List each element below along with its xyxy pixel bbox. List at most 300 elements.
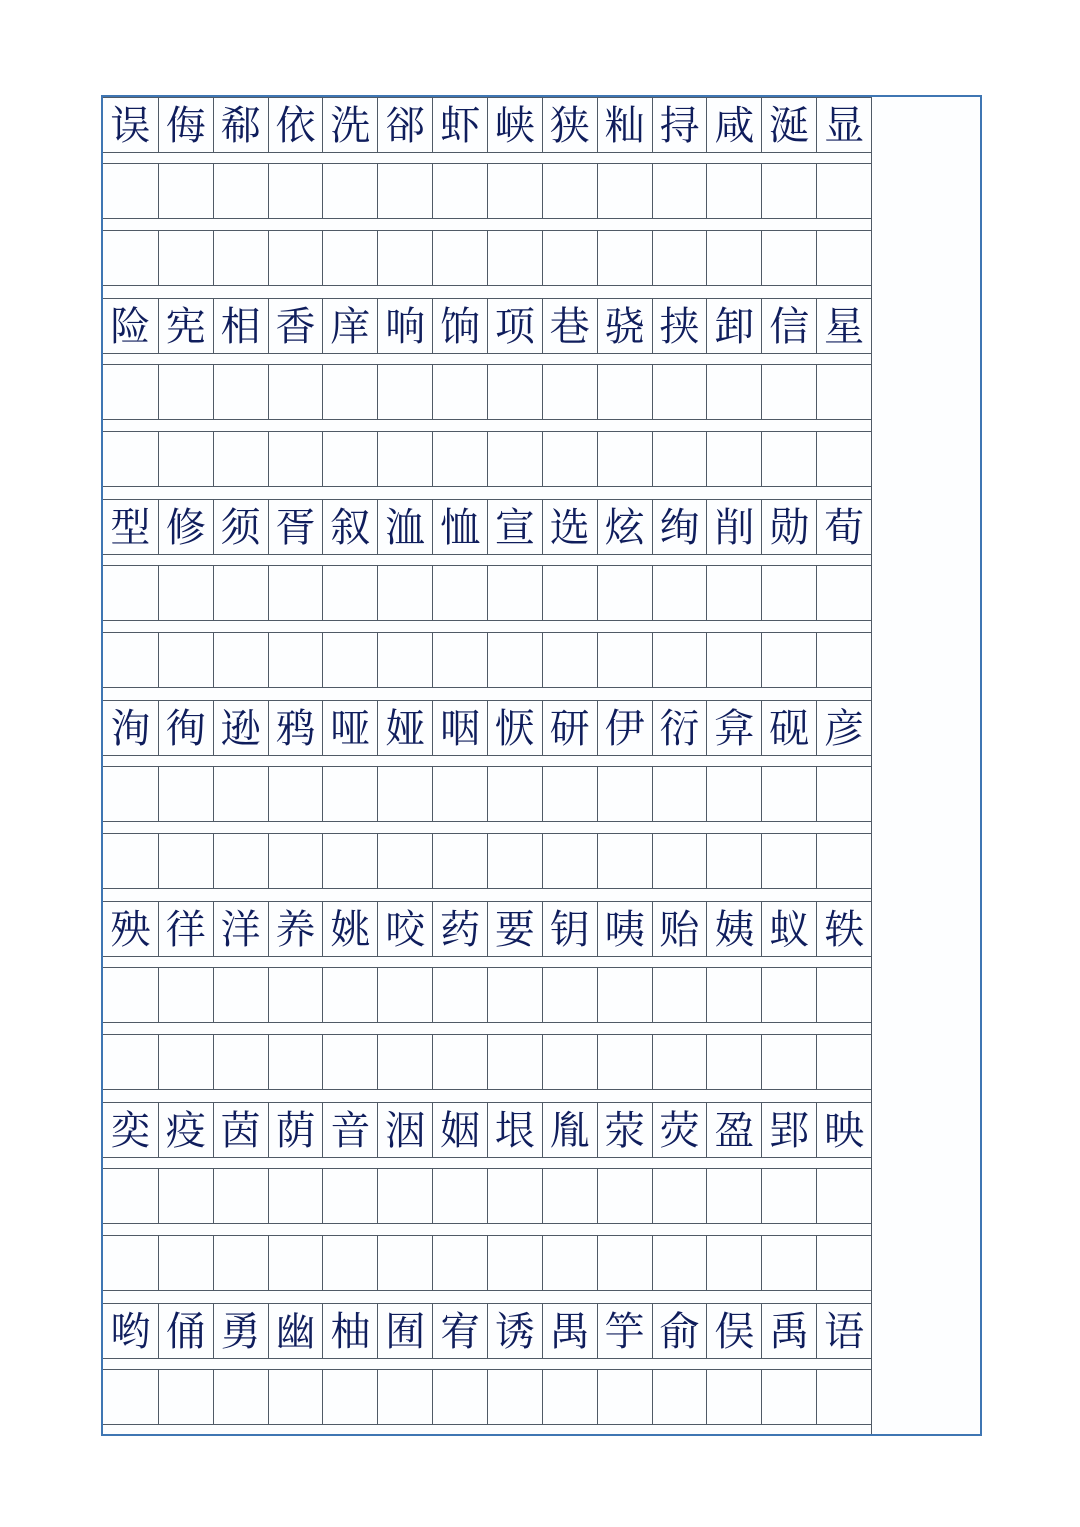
character-cell: 幽 [268, 1304, 323, 1358]
character-cell: 伊 [597, 701, 652, 755]
character-cell: 轶 [816, 902, 871, 956]
practice-cell[interactable] [322, 1236, 377, 1290]
practice-cell[interactable] [487, 164, 542, 218]
practice-cell[interactable] [761, 1370, 816, 1424]
practice-row [103, 364, 871, 420]
practice-cell[interactable] [761, 633, 816, 687]
character-cell: 叙 [322, 500, 377, 554]
practice-cell[interactable] [761, 231, 816, 285]
practice-cell[interactable] [377, 968, 432, 1022]
character-cell: 恤 [432, 500, 487, 554]
character-cell: 徇 [158, 701, 213, 755]
practice-cell[interactable] [816, 566, 871, 620]
practice-cell[interactable] [268, 968, 323, 1022]
character-cell: 垠 [487, 1103, 542, 1157]
practice-cell[interactable] [158, 1370, 213, 1424]
practice-cell[interactable] [542, 1035, 597, 1089]
practice-cell[interactable] [268, 1035, 323, 1089]
character-cell: 映 [816, 1103, 871, 1157]
character-cell: 俑 [158, 1304, 213, 1358]
character-cell: 选 [542, 500, 597, 554]
character-cell: 狭 [542, 98, 597, 152]
practice-cell[interactable] [706, 365, 761, 419]
practice-cell[interactable] [103, 566, 158, 620]
practice-cell[interactable] [487, 432, 542, 486]
practice-cell[interactable] [597, 1236, 652, 1290]
character-cell: 咽 [432, 701, 487, 755]
character-cell: 姨 [706, 902, 761, 956]
practice-cell[interactable] [377, 1236, 432, 1290]
practice-cell[interactable] [706, 164, 761, 218]
character-cell: 哟 [110, 1309, 151, 1355]
character-cell: 钥 [542, 902, 597, 956]
practice-cell[interactable] [377, 633, 432, 687]
practice-cell[interactable] [597, 1169, 652, 1223]
practice-cell[interactable] [432, 432, 487, 486]
practice-cell[interactable] [816, 231, 871, 285]
character-cell: 骁 [597, 299, 652, 353]
practice-cell[interactable] [652, 1035, 707, 1089]
practice-cell[interactable] [542, 1236, 597, 1290]
practice-cell[interactable] [103, 1035, 158, 1089]
character-cell: 砚 [761, 701, 816, 755]
practice-cell[interactable] [487, 1370, 542, 1424]
practice-cell[interactable] [706, 1035, 761, 1089]
practice-cell[interactable] [103, 968, 158, 1022]
character-cell: 洋 [213, 902, 268, 956]
character-cell: 洗 [322, 98, 377, 152]
practice-cell[interactable] [652, 633, 707, 687]
practice-cell[interactable] [706, 566, 761, 620]
character-cell: 弇 [706, 701, 761, 755]
practice-cell[interactable] [816, 767, 871, 821]
practice-cell[interactable] [761, 1236, 816, 1290]
practice-cell[interactable] [213, 767, 268, 821]
practice-cell[interactable] [322, 432, 377, 486]
character-cell: 柚 [322, 1304, 377, 1358]
practice-cell[interactable] [542, 566, 597, 620]
practice-cell[interactable] [816, 164, 871, 218]
practice-cell[interactable] [432, 365, 487, 419]
character-cell: 须 [213, 500, 268, 554]
character-cell: 郢 [761, 1103, 816, 1157]
practice-cell[interactable] [213, 1370, 268, 1424]
practice-row [103, 431, 871, 487]
practice-cell[interactable] [432, 1370, 487, 1424]
practice-cell[interactable] [158, 365, 213, 419]
practice-cell[interactable] [597, 566, 652, 620]
practice-cell[interactable] [158, 1035, 213, 1089]
practice-cell[interactable] [487, 365, 542, 419]
character-cell: 涎 [761, 98, 816, 152]
practice-cell[interactable] [377, 432, 432, 486]
practice-cell[interactable] [432, 164, 487, 218]
practice-cell[interactable] [322, 767, 377, 821]
character-cell: 险 [110, 304, 151, 350]
character-cell: 徉 [158, 902, 213, 956]
practice-cell[interactable] [268, 432, 323, 486]
character-cell: 俣 [706, 1304, 761, 1358]
practice-cell[interactable] [706, 834, 761, 888]
practice-cell[interactable] [377, 767, 432, 821]
practice-cell[interactable] [432, 231, 487, 285]
practice-cell[interactable] [213, 633, 268, 687]
practice-cell[interactable] [268, 633, 323, 687]
practice-cell[interactable] [542, 968, 597, 1022]
character-cell: 娅 [377, 701, 432, 755]
practice-cell[interactable] [816, 1169, 871, 1223]
character-cell: 姚 [322, 902, 377, 956]
practice-cell[interactable] [103, 1236, 158, 1290]
character-cell: 咦 [597, 902, 652, 956]
practice-cell[interactable] [761, 164, 816, 218]
practice-cell[interactable] [322, 1035, 377, 1089]
practice-row [103, 1235, 871, 1291]
practice-row [103, 833, 871, 889]
practice-cell[interactable] [542, 834, 597, 888]
practice-cell[interactable] [652, 1236, 707, 1290]
character-cell: 要 [487, 902, 542, 956]
practice-cell[interactable] [158, 1236, 213, 1290]
character-cell: 贻 [652, 902, 707, 956]
practice-cell[interactable] [377, 164, 432, 218]
character-row [103, 499, 871, 555]
character-cell: 语 [816, 1304, 871, 1358]
character-cell: 囿 [377, 1304, 432, 1358]
practice-cell[interactable] [377, 1169, 432, 1223]
practice-cell[interactable] [103, 365, 158, 419]
practice-cell[interactable] [706, 231, 761, 285]
practice-cell[interactable] [103, 1370, 158, 1424]
character-cell: 卸 [706, 299, 761, 353]
character-cell: 养 [268, 902, 323, 956]
character-cell: 侮 [158, 98, 213, 152]
character-cell: 勋 [761, 500, 816, 554]
practice-cell[interactable] [213, 1035, 268, 1089]
practice-cell[interactable] [597, 432, 652, 486]
practice-row [103, 565, 871, 621]
character-cell: 宥 [432, 1304, 487, 1358]
practice-cell[interactable] [322, 834, 377, 888]
practice-cell[interactable] [322, 968, 377, 1022]
practice-cell[interactable] [706, 1236, 761, 1290]
practice-cell[interactable] [432, 1169, 487, 1223]
character-cell: 殃 [110, 907, 151, 953]
practice-row [103, 967, 871, 1023]
practice-cell[interactable] [542, 633, 597, 687]
character-cell: 荧 [652, 1103, 707, 1157]
character-cell: 削 [706, 500, 761, 554]
practice-cell[interactable] [487, 767, 542, 821]
character-cell: 宪 [158, 299, 213, 353]
practice-cell[interactable] [158, 432, 213, 486]
character-grid [103, 97, 872, 1434]
character-cell: 鸦 [268, 701, 323, 755]
practice-cell[interactable] [652, 767, 707, 821]
practice-cell[interactable] [377, 1370, 432, 1424]
practice-cell[interactable] [706, 968, 761, 1022]
practice-cell[interactable] [432, 968, 487, 1022]
character-cell: 咬 [377, 902, 432, 956]
practice-cell[interactable] [268, 365, 323, 419]
practice-row [103, 1369, 871, 1425]
practice-cell[interactable] [761, 566, 816, 620]
character-cell: 奕 [110, 1108, 151, 1154]
practice-cell[interactable] [706, 1370, 761, 1424]
practice-row [103, 230, 871, 286]
practice-cell[interactable] [816, 1370, 871, 1424]
practice-cell[interactable] [103, 834, 158, 888]
practice-cell[interactable] [158, 968, 213, 1022]
practice-cell[interactable] [597, 1035, 652, 1089]
practice-cell[interactable] [542, 432, 597, 486]
practice-cell[interactable] [652, 231, 707, 285]
practice-cell[interactable] [652, 1169, 707, 1223]
character-cell: 疫 [158, 1103, 213, 1157]
character-cell: 荀 [816, 500, 871, 554]
practice-cell[interactable] [761, 1035, 816, 1089]
practice-cell[interactable] [377, 834, 432, 888]
character-cell: 修 [158, 500, 213, 554]
character-cell: 彦 [816, 701, 871, 755]
practice-cell[interactable] [158, 834, 213, 888]
character-cell: 挦 [652, 98, 707, 152]
practice-cell[interactable] [761, 1169, 816, 1223]
character-cell: 相 [213, 299, 268, 353]
character-cell: 荫 [268, 1103, 323, 1157]
practice-cell[interactable] [377, 231, 432, 285]
practice-cell[interactable] [432, 1236, 487, 1290]
practice-cell[interactable] [322, 1169, 377, 1223]
character-cell: 宣 [487, 500, 542, 554]
practice-row [103, 1168, 871, 1224]
practice-cell[interactable] [652, 164, 707, 218]
practice-cell[interactable] [377, 566, 432, 620]
practice-cell[interactable] [268, 1236, 323, 1290]
practice-cell[interactable] [542, 365, 597, 419]
practice-row [103, 632, 871, 688]
character-cell: 峡 [487, 98, 542, 152]
practice-cell[interactable] [268, 1169, 323, 1223]
character-cell: 盈 [706, 1103, 761, 1157]
practice-cell[interactable] [158, 1169, 213, 1223]
character-cell: 咸 [706, 98, 761, 152]
character-cell: 巷 [542, 299, 597, 353]
practice-cell[interactable] [103, 231, 158, 285]
practice-cell[interactable] [487, 834, 542, 888]
practice-cell[interactable] [597, 968, 652, 1022]
practice-cell[interactable] [487, 1035, 542, 1089]
character-cell: 依 [268, 98, 323, 152]
practice-cell[interactable] [761, 968, 816, 1022]
worksheet-frame [101, 95, 982, 1436]
practice-cell[interactable] [213, 365, 268, 419]
character-row [103, 700, 871, 756]
character-cell: 逊 [213, 701, 268, 755]
practice-cell[interactable] [597, 231, 652, 285]
practice-cell[interactable] [432, 767, 487, 821]
practice-cell[interactable] [816, 432, 871, 486]
character-cell: 信 [761, 299, 816, 353]
practice-cell[interactable] [268, 164, 323, 218]
character-cell: 误 [110, 103, 151, 149]
practice-cell[interactable] [761, 767, 816, 821]
practice-cell[interactable] [761, 432, 816, 486]
practice-cell[interactable] [322, 231, 377, 285]
practice-row [103, 1034, 871, 1090]
character-cell: 勇 [213, 1304, 268, 1358]
character-cell: 炫 [597, 500, 652, 554]
character-row [103, 298, 871, 354]
character-cell: 籼 [597, 98, 652, 152]
practice-cell[interactable] [706, 633, 761, 687]
practice-cell[interactable] [816, 834, 871, 888]
practice-cell[interactable] [158, 566, 213, 620]
practice-cell[interactable] [213, 968, 268, 1022]
practice-cell[interactable] [268, 1370, 323, 1424]
practice-cell[interactable] [816, 365, 871, 419]
practice-cell[interactable] [597, 767, 652, 821]
practice-cell[interactable] [322, 566, 377, 620]
practice-cell[interactable] [213, 834, 268, 888]
practice-cell[interactable] [706, 432, 761, 486]
character-cell: 显 [816, 98, 871, 152]
character-cell: 竽 [597, 1304, 652, 1358]
practice-cell[interactable] [542, 164, 597, 218]
practice-row [103, 766, 871, 822]
character-cell: 茵 [213, 1103, 268, 1157]
practice-cell[interactable] [213, 164, 268, 218]
practice-cell[interactable] [597, 633, 652, 687]
practice-cell[interactable] [268, 566, 323, 620]
practice-cell[interactable] [268, 231, 323, 285]
practice-cell[interactable] [487, 1169, 542, 1223]
character-row [103, 1303, 871, 1359]
practice-cell[interactable] [652, 432, 707, 486]
character-cell: 郤 [377, 98, 432, 152]
practice-cell[interactable] [597, 164, 652, 218]
practice-cell[interactable] [377, 365, 432, 419]
practice-cell[interactable] [487, 566, 542, 620]
practice-cell[interactable] [816, 1236, 871, 1290]
practice-cell[interactable] [816, 968, 871, 1022]
practice-cell[interactable] [103, 1169, 158, 1223]
character-cell: 蚁 [761, 902, 816, 956]
practice-cell[interactable] [542, 1370, 597, 1424]
practice-cell[interactable] [213, 231, 268, 285]
character-cell: 洇 [377, 1103, 432, 1157]
practice-cell[interactable] [103, 432, 158, 486]
character-cell: 诱 [487, 1304, 542, 1358]
character-row [103, 901, 871, 957]
practice-cell[interactable] [652, 1370, 707, 1424]
practice-cell[interactable] [103, 633, 158, 687]
practice-cell[interactable] [322, 365, 377, 419]
character-row [103, 1102, 871, 1158]
character-cell: 胤 [542, 1103, 597, 1157]
character-cell: 恹 [487, 701, 542, 755]
practice-cell[interactable] [158, 767, 213, 821]
practice-cell[interactable] [322, 633, 377, 687]
character-cell: 虾 [432, 98, 487, 152]
practice-cell[interactable] [268, 767, 323, 821]
practice-cell[interactable] [652, 365, 707, 419]
practice-cell[interactable] [487, 633, 542, 687]
character-cell: 响 [377, 299, 432, 353]
character-cell: 郗 [213, 98, 268, 152]
practice-cell[interactable] [487, 231, 542, 285]
character-cell: 庠 [322, 299, 377, 353]
practice-cell[interactable] [377, 1035, 432, 1089]
character-cell: 研 [542, 701, 597, 755]
character-cell: 俞 [652, 1304, 707, 1358]
practice-cell[interactable] [542, 231, 597, 285]
character-cell: 洫 [377, 500, 432, 554]
practice-cell[interactable] [652, 968, 707, 1022]
practice-cell[interactable] [652, 834, 707, 888]
practice-cell[interactable] [487, 968, 542, 1022]
practice-cell[interactable] [816, 1035, 871, 1089]
practice-cell[interactable] [213, 432, 268, 486]
practice-cell[interactable] [213, 566, 268, 620]
practice-cell[interactable] [213, 1169, 268, 1223]
practice-cell[interactable] [816, 633, 871, 687]
practice-cell[interactable] [213, 1236, 268, 1290]
character-cell: 禹 [761, 1304, 816, 1358]
character-cell: 药 [432, 902, 487, 956]
practice-cell[interactable] [761, 365, 816, 419]
character-cell: 姻 [432, 1103, 487, 1157]
practice-cell[interactable] [268, 834, 323, 888]
practice-cell[interactable] [432, 834, 487, 888]
practice-cell[interactable] [597, 1370, 652, 1424]
character-cell: 哑 [322, 701, 377, 755]
practice-row [103, 163, 871, 219]
character-cell: 型 [110, 505, 151, 551]
character-cell: 胥 [268, 500, 323, 554]
character-cell: 衍 [652, 701, 707, 755]
practice-cell[interactable] [652, 566, 707, 620]
practice-cell[interactable] [542, 1169, 597, 1223]
practice-cell[interactable] [597, 834, 652, 888]
character-cell: 星 [816, 299, 871, 353]
character-row [103, 97, 871, 153]
practice-cell[interactable] [103, 164, 158, 218]
practice-cell[interactable] [432, 633, 487, 687]
character-cell: 洵 [110, 706, 151, 752]
practice-cell[interactable] [761, 834, 816, 888]
practice-cell[interactable] [322, 1370, 377, 1424]
practice-cell[interactable] [158, 633, 213, 687]
character-cell: 挟 [652, 299, 707, 353]
practice-cell[interactable] [706, 767, 761, 821]
practice-cell[interactable] [432, 566, 487, 620]
character-cell: 音 [322, 1103, 377, 1157]
practice-cell[interactable] [597, 365, 652, 419]
practice-cell[interactable] [432, 1035, 487, 1089]
practice-cell[interactable] [322, 164, 377, 218]
practice-cell[interactable] [158, 164, 213, 218]
practice-cell[interactable] [103, 767, 158, 821]
practice-cell[interactable] [487, 1236, 542, 1290]
character-cell: 绚 [652, 500, 707, 554]
character-cell: 禺 [542, 1304, 597, 1358]
character-cell: 饷 [432, 299, 487, 353]
practice-cell[interactable] [158, 231, 213, 285]
character-cell: 荥 [597, 1103, 652, 1157]
practice-cell[interactable] [542, 767, 597, 821]
practice-cell[interactable] [706, 1169, 761, 1223]
